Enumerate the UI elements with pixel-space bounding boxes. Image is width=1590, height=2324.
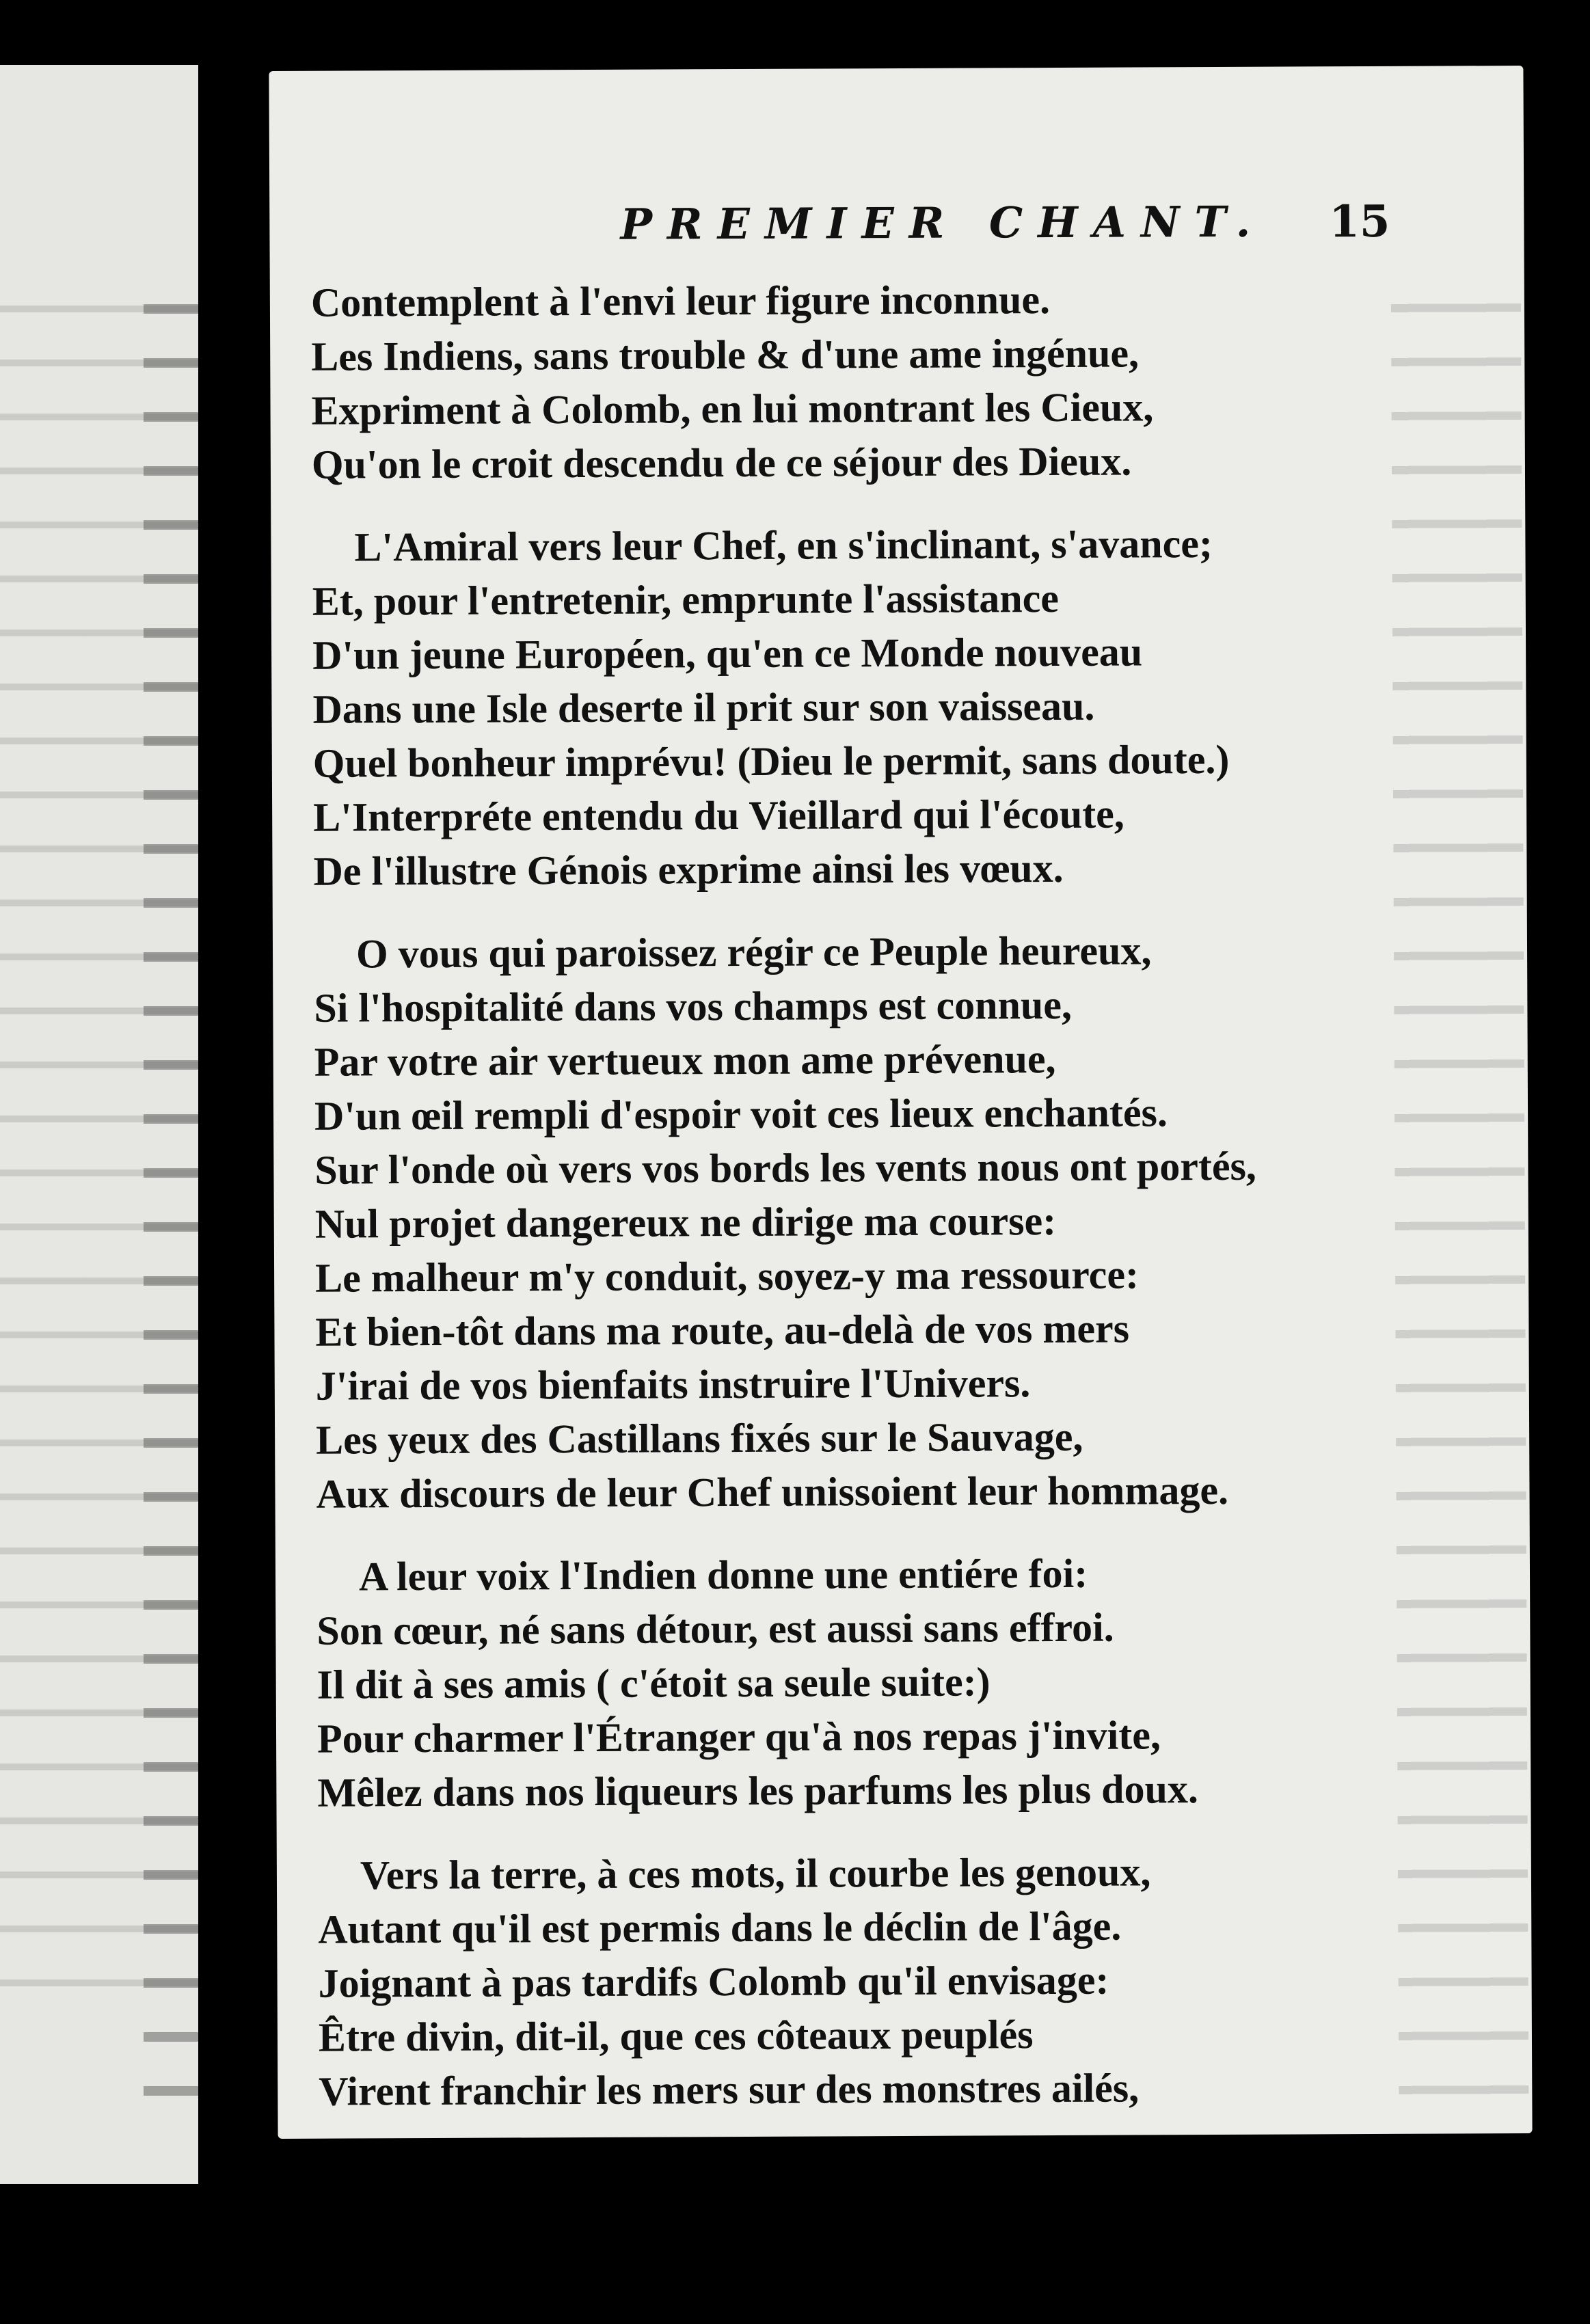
stanza — [311, 271, 1337, 492]
verse-line: Sur l'onde où vers vos bords les vents nous ont portés, — [314, 1143, 1256, 1193]
page-number: 15 — [1329, 195, 1390, 248]
previous-page-line-ends — [144, 270, 198, 2116]
poem-text — [311, 271, 1345, 2119]
verse-line: Il dit à ses amis ( c'étoit sa seule suite:) — [316, 1659, 991, 1707]
verse-line: A leur voix l'Indien donne une entiére foi: — [358, 1550, 1088, 1599]
verse-line: L'Amiral vers leur Chef, en s'inclinant, s'avance; — [354, 521, 1213, 570]
verse-line: Et, pour l'entretenir, emprunte l'assistance — [312, 575, 1060, 624]
verse-line: Qu'on le croit descendu de ce séjour des Dieux. — [311, 438, 1132, 487]
verse-line: Expriment à Colomb, en lui montrant les Cieux, — [311, 384, 1154, 433]
stanza — [316, 1545, 1343, 1820]
book-page — [269, 66, 1532, 2139]
verse-line: J'irai de vos bienfaits instruire l'Univers. — [315, 1360, 1031, 1409]
verse-line: Par votre air vertueux mon ame prévenue, — [314, 1036, 1056, 1085]
verse-line: Les Indiens, sans trouble & d'une ame ingénue, — [311, 330, 1140, 379]
verse-line: Si l'hospitalité dans vos champs est connue, — [314, 982, 1073, 1031]
stanza — [318, 1844, 1345, 2119]
verse-line: Joignant à pas tardifs Colomb qu'il envisage: — [318, 1957, 1109, 2006]
verse-line: Quel bonheur imprévu! (Dieu le permit, sans doute.) — [312, 736, 1230, 786]
verse-line: D'un œil rempli d'espoir voit ces lieux enchantés. — [314, 1090, 1168, 1139]
verse-line: De l'illustre Génois exprime ainsi les vœux. — [313, 845, 1064, 894]
verse-line: D'un jeune Européen, qu'en ce Monde nouveau — [312, 629, 1143, 678]
verse-line: L'Interpréte entendu du Vieillard qui l'écoute, — [313, 791, 1124, 840]
verse-line: Nul projet dangereux ne dirige ma course: — [314, 1198, 1057, 1247]
stanza — [312, 516, 1338, 899]
verse-line: Dans une Isle deserte il prit sur son vaisseau. — [312, 683, 1095, 732]
verse-line: Et bien-tôt dans ma route, au-delà de vos mers — [315, 1306, 1130, 1355]
verse-line: Autant qu'il est permis dans le déclin de l'âge. — [318, 1903, 1122, 1952]
verse-line: Le malheur m'y conduit, soyez-y ma ressource: — [314, 1252, 1140, 1301]
verse-line: O vous qui paroissez régir ce Peuple heureux, — [355, 928, 1152, 977]
verse-line: Pour charmer l'Étranger qu'à nos repas j'invite, — [316, 1712, 1161, 1761]
verse-line: Son cœur, né sans détour, est aussi sans effroi. — [316, 1604, 1114, 1653]
verse-line: Vers la terre, à ces mots, il courbe les genoux, — [360, 1849, 1151, 1898]
verse-line: Virent franchir les mers sur des monstres ailés, — [319, 2065, 1140, 2114]
verse-line: Contemplent à l'envi leur figure inconnue. — [310, 277, 1051, 325]
verse-line: Mêlez dans nos liqueurs les parfums les plus doux. — [317, 1766, 1199, 1815]
running-title: PREMIER CHANT. — [620, 196, 1266, 249]
verse-line: Aux discours de leur Chef unissoient leur hommage. — [316, 1467, 1229, 1517]
verse-line: Être divin, dit-il, que ces côteaux peuplés — [318, 2012, 1034, 2060]
stanza — [314, 923, 1342, 1522]
verse-line: Les yeux des Castillans fixés sur le Sauvage, — [316, 1414, 1083, 1463]
previous-page-fragment — [0, 65, 198, 2184]
reverse-side-show-through — [1391, 271, 1529, 2117]
